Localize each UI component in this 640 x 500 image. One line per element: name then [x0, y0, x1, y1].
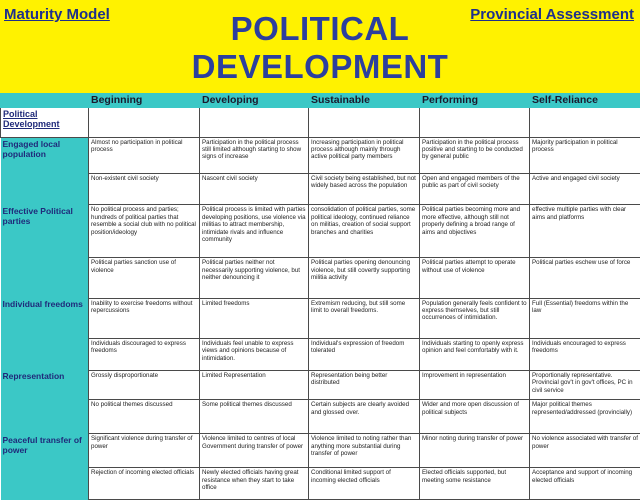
- table-cell: Political process is limited with parties developing positions, use violence via militias to attract membership, intimidate rivals and influence community: [200, 205, 309, 258]
- table-cell: Grossly disproportionate: [89, 370, 200, 400]
- table-cell: Political parties opening denouncing violence, but still covertly supporting militia activity: [309, 258, 420, 298]
- table-cell: [309, 108, 420, 138]
- column-header: Beginning: [89, 94, 200, 108]
- table-cell: Acceptance and support of incoming elected officials: [530, 468, 640, 500]
- table-row: [1, 298, 640, 338]
- table-cell: Rejection of incoming elected officials: [89, 468, 200, 500]
- table-cell: No political process and parties; hundreds of political parties that resemble a social club with no political position/ideology: [89, 205, 200, 258]
- table-cell: Political parties eschew use of force: [530, 258, 640, 298]
- category-label: Engaged local population: [1, 137, 89, 205]
- table-row: [1, 370, 640, 400]
- table-cell: Active and engaged civil society: [530, 173, 640, 205]
- category-label: Political Development: [1, 108, 89, 138]
- table-row: [1, 434, 640, 468]
- table-cell: Individuals encouraged to express freedoms: [530, 338, 640, 370]
- table-cell: Significant violence during transfer of power: [89, 434, 200, 468]
- table-cell: Participation in the political process positive and starting to be conducted by general public: [420, 137, 530, 173]
- table-row: [1, 258, 640, 298]
- table-cell: Major political themes represented/addressed (provincially): [530, 400, 640, 434]
- table-cell: Extremism reducing, but still some limit to overall freedoms.: [309, 298, 420, 338]
- category-label: Effective Political parties: [1, 205, 89, 298]
- table-cell: consolidation of political parties, some political ideology, continued reliance on militias, creation of social support branches and charities: [309, 205, 420, 258]
- table-row: [1, 400, 640, 434]
- table-cell: Increasing participation in political process although mainly through active political party members: [309, 137, 420, 173]
- table-cell: Some political themes discussed: [200, 400, 309, 434]
- column-header-row: [1, 94, 640, 108]
- table-cell: Civil society being established, but not widely based across the population: [309, 173, 420, 205]
- maturity-model-label: Maturity Model: [4, 6, 110, 23]
- table-row: [1, 137, 640, 173]
- table-row: [1, 173, 640, 205]
- table-cell: Newly elected officials having great resistance when they start to take office: [200, 468, 309, 500]
- table-cell: [420, 108, 530, 138]
- column-header: Sustainable: [309, 94, 420, 108]
- table-cell: Individuals starting to openly express opinion and feel comfortably with it.: [420, 338, 530, 370]
- title-line-2: DEVELOPMENT: [191, 48, 449, 85]
- table-cell: Political parties becoming more and more effective, although still not properly defining a broad range of aims and objectives: [420, 205, 530, 258]
- table-cell: Limited Representation: [200, 370, 309, 400]
- table-cell: Violence limited to noting rather than anything more substantial during transfer of power: [309, 434, 420, 468]
- table-cell: [530, 108, 640, 138]
- table-cell: [89, 108, 200, 138]
- maturity-table: [0, 93, 640, 500]
- table-cell: Individuals discouraged to express freedoms: [89, 338, 200, 370]
- table-cell: Elected officials supported, but meeting some resistance: [420, 468, 530, 500]
- column-header: Self-Reliance: [530, 94, 640, 108]
- column-header: Performing: [420, 94, 530, 108]
- table-cell: Participation in the political process still limited although starting to show signs of increase: [200, 137, 309, 173]
- table-cell: Majority participation in political process: [530, 137, 640, 173]
- table-cell: Population generally feels confident to express themselves, but still occurrences of intimidation.: [420, 298, 530, 338]
- title-line-1: POLITICAL: [230, 10, 410, 47]
- table-cell: Full (Essential) freedoms within the law: [530, 298, 640, 338]
- table-cell: Non-existent civil society: [89, 173, 200, 205]
- table-cell: Open and engaged members of the public as part of civil society: [420, 173, 530, 205]
- table-cell: Inability to exercise freedoms without repercussions: [89, 298, 200, 338]
- header-banner: [0, 0, 640, 93]
- table-cell: Limited freedoms: [200, 298, 309, 338]
- column-header: Developing: [200, 94, 309, 108]
- table-row: [1, 108, 640, 138]
- table-cell: Minor noting during transfer of power: [420, 434, 530, 468]
- table-cell: Wider and more open discussion of political subjects: [420, 400, 530, 434]
- table-cell: Certain subjects are clearly avoided and glossed over.: [309, 400, 420, 434]
- table-cell: Individual's expression of freedom tolerated: [309, 338, 420, 370]
- table-row: [1, 205, 640, 258]
- provincial-assessment-label: Provincial Assessment: [470, 6, 634, 23]
- table-cell: Political parties attempt to operate without use of violence: [420, 258, 530, 298]
- table-cell: Representation being better distributed: [309, 370, 420, 400]
- table-cell: No violence associated with transfer of power: [530, 434, 640, 468]
- table-cell: Individuals feel unable to express views and opinions because of intimidation.: [200, 338, 309, 370]
- page-title: [0, 10, 640, 86]
- category-label: Individual freedoms: [1, 298, 89, 370]
- table-cell: Violence limited to centres of local Government during transfer of power: [200, 434, 309, 468]
- table-cell: Nascent civil society: [200, 173, 309, 205]
- category-label: Peaceful transfer of power: [1, 434, 89, 500]
- table-cell: Improvement in representation: [420, 370, 530, 400]
- table-cell: [200, 108, 309, 138]
- table-row: [1, 338, 640, 370]
- table-cell: Almost no participation in political process: [89, 137, 200, 173]
- table-cell: Conditional limited support of incoming elected officials: [309, 468, 420, 500]
- table-cell: Political parties sanction use of violence: [89, 258, 200, 298]
- table-cell: effective multiple parties with clear aims and platforms: [530, 205, 640, 258]
- corner-header-cell: [1, 94, 89, 108]
- table-row: [1, 468, 640, 500]
- table-cell: No political themes discussed: [89, 400, 200, 434]
- category-label: Representation: [1, 370, 89, 434]
- table-cell: Political parties neither not necessarily supporting violence, but neither denouncing it: [200, 258, 309, 298]
- table-cell: Proportionally representative. Provincial gov't in gov't offices, PC in civil service: [530, 370, 640, 400]
